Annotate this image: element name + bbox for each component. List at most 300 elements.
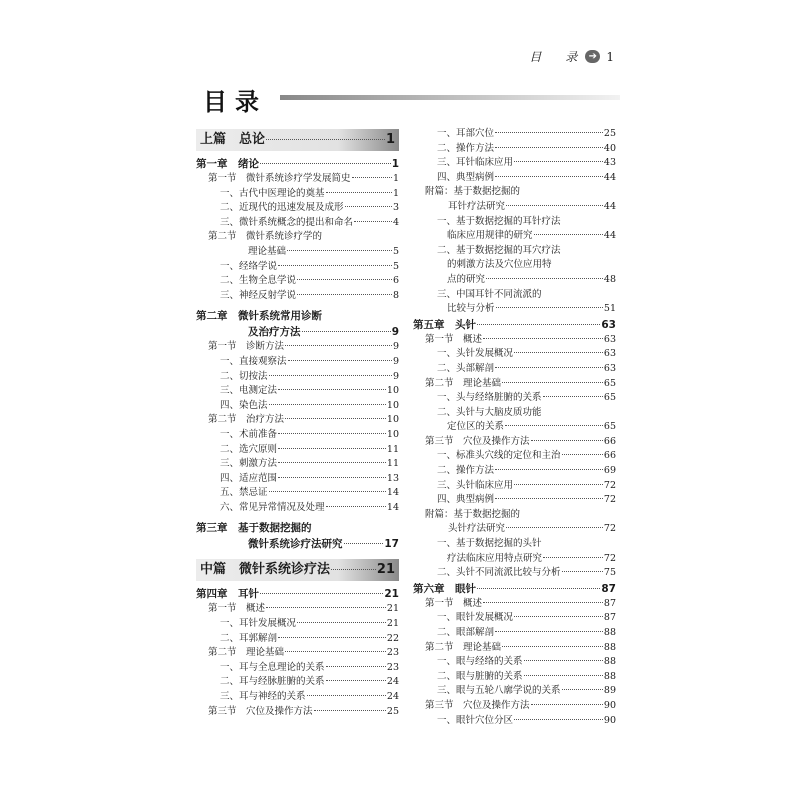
toc-entry-title: 疗法临床应用特点研究: [447, 552, 543, 564]
toc-entry-title: 一、眼与经络的关系: [437, 656, 523, 668]
toc-entry-item[interactable]: [413, 171, 616, 186]
toc-entry-item[interactable]: [196, 274, 399, 289]
dot-leader: [352, 177, 392, 178]
toc-entry-page: 24: [386, 691, 399, 703]
toc-entry-page: 21: [386, 603, 399, 615]
toc-entry-page: 66: [603, 450, 616, 462]
toc-entry-title: 第一节 微针系统诊疗学发展简史: [208, 173, 351, 184]
toc-entry-page: 43: [603, 157, 616, 169]
toc-entry-chapter[interactable]: [196, 156, 399, 172]
toc-entry-title: 二、操作方法: [437, 142, 495, 154]
toc-entry-title: 第二节 理论基础: [425, 641, 502, 653]
dot-leader: [495, 147, 603, 148]
dot-leader: [477, 324, 600, 325]
dot-leader: [543, 557, 603, 558]
toc-entry-title: 二、选穴原则: [220, 443, 278, 455]
toc-entry-chapter[interactable]: [413, 581, 616, 597]
toc-entry-item[interactable]: [413, 449, 616, 464]
toc-entry-item[interactable]: [413, 537, 616, 552]
dot-leader: [285, 418, 386, 419]
toc-entry-title: 中篇 微针系统诊疗法: [200, 562, 331, 578]
toc-entry-page: 21: [384, 588, 399, 601]
dot-leader: [278, 433, 386, 434]
toc-entry-page: 1: [392, 187, 399, 199]
toc-entry-page: 9: [391, 326, 399, 339]
toc-entry-section[interactable]: [196, 602, 399, 617]
toc-entry-title: 四、典型病例: [437, 494, 495, 506]
toc-entry-title: 二、眼与脏腑的关系: [437, 670, 523, 682]
toc-entry-item[interactable]: [413, 347, 616, 362]
toc-entry-title: 二、头针不同流派比较与分析: [437, 567, 561, 579]
toc-entry-page: 3: [392, 202, 399, 214]
toc-entry-title: 第二章 微针系统常用诊断: [196, 310, 322, 323]
toc-entry-title: 一、古代中医理论的奠基: [220, 187, 325, 199]
dot-leader: [506, 205, 603, 206]
dot-leader: [495, 132, 603, 133]
toc-entry-item[interactable]: [413, 156, 616, 171]
toc-entry-title: 一、头针发展概况: [437, 348, 514, 360]
dot-leader: [260, 163, 391, 164]
dot-leader: [495, 469, 603, 470]
toc-entry-title: 一、耳针发展概况: [220, 618, 297, 630]
toc-entry-item[interactable]: [413, 626, 616, 641]
dot-leader: [278, 462, 386, 463]
dot-leader: [269, 491, 386, 492]
toc-entry-page: 22: [386, 632, 399, 644]
toc-entry-title: 一、标准头穴线的定位和主治: [437, 450, 561, 462]
toc-entry-title: 三、微针系统概念的提出和命名: [220, 216, 354, 228]
toc-entry-item[interactable]: [196, 617, 399, 632]
dot-leader: [278, 637, 386, 638]
toc-entry-page: 88: [603, 627, 616, 638]
toc-entry-page: 8: [392, 289, 399, 301]
toc-entry-title: 比较与分析: [447, 303, 495, 315]
page-number: 1: [606, 49, 614, 64]
toc-entry-title: 一、基于数据挖掘的头针: [437, 538, 542, 550]
toc-entry-page: 9: [392, 341, 399, 353]
toc-entry-item[interactable]: [413, 714, 616, 729]
dot-leader: [562, 454, 603, 455]
toc-entry-page: 25: [386, 705, 399, 717]
dot-leader: [562, 571, 603, 572]
toc-entry-title: 第二节 微针系统诊疗学的: [208, 231, 323, 243]
toc-entry-page: 11: [386, 458, 399, 470]
dot-leader: [495, 631, 603, 632]
toc-entry-section[interactable]: [196, 646, 399, 661]
toc-entry-page: 25: [603, 128, 616, 139]
toc-entry-page: 9: [392, 355, 399, 367]
arrow-right-icon: ➔: [585, 50, 600, 63]
toc-entry-title: 第二节 治疗方法: [208, 414, 285, 426]
dot-leader: [297, 622, 386, 623]
toc-entry-page: 90: [603, 714, 616, 726]
dot-leader: [483, 338, 603, 339]
dot-leader: [266, 139, 385, 140]
toc-entry-item[interactable]: [413, 244, 616, 259]
toc-entry-title: 点的研究: [447, 273, 486, 285]
toc-entry-title: 及治疗方法: [248, 326, 301, 339]
toc-entry-title: 三、耳针临床应用: [437, 157, 514, 169]
toc-entry-item[interactable]: [413, 493, 616, 508]
toc-entry-section[interactable]: [196, 230, 399, 245]
dot-leader: [314, 710, 386, 711]
toc-entry-title: 六、常见异常情况及处理: [220, 501, 325, 513]
toc-entry-item[interactable]: [196, 443, 399, 458]
dot-leader: [307, 695, 386, 696]
dot-leader: [287, 250, 392, 251]
toc-entry-title: 二、耳与经脉脏腑的关系: [220, 676, 325, 688]
toc-entry-page: 1: [392, 173, 399, 184]
toc-entry-title: 附篇：基于数据挖掘的: [425, 186, 521, 198]
toc-entry-item[interactable]: [196, 457, 399, 472]
toc-entry-title: 第三节 穴位及操作方法: [425, 435, 530, 447]
toc-entry-title: 四、适应范围: [220, 472, 278, 484]
toc-entry-item[interactable]: [196, 428, 399, 443]
toc-entry-page: 88: [603, 656, 616, 668]
dot-leader: [331, 569, 376, 570]
toc-entry-page: 65: [603, 421, 616, 433]
toc-entry-page: 88: [603, 641, 616, 653]
toc-entry-page: 72: [603, 479, 616, 491]
toc-entry-title: 四、典型病例: [437, 171, 495, 183]
dot-leader: [524, 660, 603, 661]
toc-entry-cont-item[interactable]: [413, 273, 616, 288]
dot-leader: [297, 294, 392, 295]
toc-entry-chapter[interactable]: [196, 520, 399, 536]
toc-entry-page: 90: [603, 699, 616, 711]
toc-entry-title: 第一节 概述: [425, 597, 483, 609]
dot-leader: [495, 176, 603, 177]
toc-entry-page: 89: [603, 685, 616, 697]
toc-entry-item[interactable]: [196, 355, 399, 370]
toc-entry-page: 72: [603, 523, 616, 535]
toc-entry-chapter[interactable]: [196, 308, 399, 324]
toc-entry-title: 一、术前准备: [220, 428, 278, 440]
toc-entry-item[interactable]: [413, 391, 616, 406]
toc-entry-title: 定位区的关系: [447, 421, 505, 433]
toc-entry-title: 一、耳部穴位: [437, 128, 495, 139]
toc-entry-page: 63: [603, 333, 616, 345]
toc-entry-title: 二、操作方法: [437, 465, 495, 477]
toc-entry-item[interactable]: [196, 289, 399, 304]
toc-entry-title: 第一章 绪论: [196, 158, 259, 170]
toc-entry-title: 的刺激方法及穴位应用特: [447, 259, 552, 271]
toc-entry-title: 第四章 耳针: [196, 588, 259, 601]
toc-entry-section[interactable]: [196, 172, 399, 187]
toc-entry-page: 10: [386, 428, 399, 440]
dot-leader: [477, 588, 600, 589]
toc-entry-page: 10: [386, 385, 399, 397]
dot-leader: [506, 527, 603, 528]
toc-entry-title: 一、直接观察法: [220, 355, 287, 367]
toc-entry-title: 三、中国耳针不同流派的: [437, 288, 542, 300]
dot-leader: [326, 192, 392, 193]
toc-entry-section[interactable]: [413, 641, 616, 656]
toc-entry-section[interactable]: [413, 435, 616, 450]
toc-entry-item[interactable]: [196, 501, 399, 516]
dot-leader: [297, 279, 392, 280]
toc-entry-page: 44: [603, 230, 616, 242]
toc-entry-page: 24: [386, 676, 399, 688]
toc-entry-appcont[interactable]: [413, 522, 616, 537]
dot-leader: [486, 278, 603, 279]
toc-entry-title: 第三节 穴位及操作方法: [208, 705, 313, 717]
toc-entry-section[interactable]: [196, 340, 399, 355]
toc-entry-item[interactable]: [196, 486, 399, 501]
toc-entry-cont[interactable]: [196, 245, 399, 260]
toc-entry-item[interactable]: [413, 479, 616, 494]
toc-entry-title: 二、耳郭解剖: [220, 632, 278, 644]
toc-entry-cont-item[interactable]: [413, 420, 616, 435]
toc-entry-page: 63: [603, 362, 616, 374]
toc-entry-title: 理论基础: [248, 245, 287, 257]
running-header: [529, 48, 614, 65]
toc-entry-section[interactable]: [413, 377, 616, 392]
toc-entry-item[interactable]: [413, 362, 616, 377]
toc-entry-chapter-cont[interactable]: [196, 536, 399, 552]
dot-leader: [534, 234, 603, 235]
toc-entry-page: 17: [384, 538, 399, 551]
toc-entry-title: 二、生物全息学说: [220, 275, 297, 287]
toc-entry-cont-item[interactable]: [413, 552, 616, 567]
dot-leader: [531, 440, 603, 441]
dot-leader: [543, 396, 603, 397]
dot-leader: [302, 331, 391, 332]
toc-entry-item[interactable]: [413, 670, 616, 685]
toc-entry-title: 三、眼与五轮八廓学说的关系: [437, 685, 561, 697]
toc-entry-page: 44: [603, 200, 616, 212]
toc-entry-page: 11: [386, 443, 399, 455]
toc-entry-page: 72: [603, 494, 616, 506]
dot-leader: [495, 498, 603, 499]
spacer: [196, 552, 399, 557]
toc-entry-chapter[interactable]: [196, 586, 399, 602]
toc-entry-item[interactable]: [196, 370, 399, 385]
dot-leader: [266, 607, 386, 608]
toc-entry-page: 65: [603, 377, 616, 389]
dot-leader: [524, 675, 603, 676]
toc-entry-page: 5: [392, 245, 399, 257]
dot-leader: [278, 265, 392, 266]
toc-entry-page: 10: [386, 399, 399, 411]
toc-entry-title: 一、耳与全息理论的关系: [220, 661, 325, 673]
toc-entry-item[interactable]: [413, 127, 616, 142]
dot-leader: [345, 206, 392, 207]
toc-entry-title: 上篇 总论: [200, 132, 266, 147]
toc-entry-page: 23: [386, 647, 399, 659]
toc-entry-page: 13: [386, 472, 399, 484]
dot-leader: [278, 389, 386, 390]
toc-entry-title: 一、眼针发展概况: [437, 612, 514, 624]
toc-entry-title: 第五章 头针: [413, 318, 476, 331]
toc-entry-title: 微针系统诊疗法研究: [248, 538, 343, 551]
toc-entry-title: 一、头与经络脏腑的关系: [437, 392, 542, 404]
toc-entry-item[interactable]: [413, 684, 616, 699]
toc-entry-title: 三、头针临床应用: [437, 479, 514, 491]
toc-entry-page: 4: [392, 216, 399, 228]
toc-entry-title: 第二节 理论基础: [425, 377, 502, 389]
dot-leader: [344, 543, 384, 544]
toc-entry-page: 10: [386, 414, 399, 426]
toc-entry-title: 二、头针与大脑皮质功能: [437, 406, 542, 418]
toc-column-right: [413, 127, 616, 728]
toc-entry-section[interactable]: [413, 597, 616, 612]
toc-entry-page: 6: [392, 275, 399, 287]
dot-leader: [269, 404, 386, 405]
toc-entry-title: 二、近现代的迅速发展及成形: [220, 202, 344, 214]
toc-entry-title: 三、刺激方法: [220, 458, 278, 470]
toc-entry-title: 第一节 概述: [208, 603, 266, 615]
toc-entry-title: 二、眼部解剖: [437, 627, 495, 638]
toc-entry-page: 21: [376, 562, 395, 578]
toc-entry-page: 14: [386, 487, 399, 499]
dot-leader: [505, 425, 603, 426]
toc-entry-page: 87: [603, 597, 616, 609]
toc-entry-page: 5: [392, 260, 399, 272]
toc-entry-item[interactable]: [413, 611, 616, 626]
dot-leader: [562, 689, 603, 690]
toc-entry-title: 第三章 基于数据挖掘的: [196, 522, 312, 535]
toc-entry-part[interactable]: [196, 559, 399, 581]
toc-entry-page: 48: [603, 273, 616, 285]
toc-entry-item[interactable]: [196, 216, 399, 231]
toc-entry-title: 三、电测定法: [220, 385, 278, 397]
toc-entry-title: 三、耳与神经的关系: [220, 691, 306, 703]
toc-entry-item[interactable]: [196, 690, 399, 705]
toc-entry-cont-item[interactable]: [413, 229, 616, 244]
toc-entry-title: 三、神经反射学说: [220, 289, 297, 301]
dot-leader: [514, 719, 603, 720]
page-title-block: [203, 82, 267, 117]
toc-entry-page: 51: [603, 303, 616, 315]
dot-leader: [285, 651, 386, 652]
toc-entry-title: 第一节 诊断方法: [208, 341, 285, 353]
toc-entry-section[interactable]: [413, 333, 616, 348]
toc-entry-chapter[interactable]: [413, 317, 616, 333]
toc-entry-page: 87: [603, 612, 616, 624]
toc-entry-item[interactable]: [196, 187, 399, 202]
toc-entry-page: 9: [392, 370, 399, 382]
toc-entry-item[interactable]: [196, 472, 399, 487]
toc-entry-page: 23: [386, 661, 399, 673]
toc-entry-item[interactable]: [196, 661, 399, 676]
dot-leader: [269, 375, 392, 376]
title-rule: [280, 95, 620, 100]
dot-leader: [278, 448, 386, 449]
toc-entry-item[interactable]: [413, 566, 616, 581]
toc-entry-title: 一、基于数据挖掘的耳针疗法: [437, 215, 561, 227]
toc-column-left: [196, 127, 399, 719]
toc-entry-title: 第六章 眼针: [413, 582, 476, 595]
toc-entry-item[interactable]: [413, 464, 616, 479]
toc-entry-item[interactable]: [413, 215, 616, 230]
toc-entry-page: 75: [603, 567, 616, 579]
page-title: 目录: [203, 88, 267, 116]
running-header-text: 目 录: [529, 50, 584, 64]
dot-leader: [354, 221, 392, 222]
dot-leader: [278, 477, 386, 478]
toc-entry-item[interactable]: [413, 288, 616, 303]
toc-entry-item[interactable]: [196, 399, 399, 414]
toc-entry-title: 一、眼针穴位分区: [437, 714, 514, 726]
toc-entry-chapter-cont[interactable]: [196, 324, 399, 340]
dot-leader: [514, 616, 603, 617]
toc-entry-page: 69: [603, 465, 616, 477]
dot-leader: [483, 602, 603, 603]
dot-leader: [285, 345, 392, 346]
toc-entry-appendix[interactable]: [413, 508, 616, 523]
toc-entry-item[interactable]: [413, 142, 616, 157]
toc-entry-title: 第一节 概述: [425, 333, 483, 345]
toc-entry-title: 二、头部解剖: [437, 362, 495, 374]
toc-entry-title: 耳针疗法研究: [448, 200, 506, 212]
toc-entry-item[interactable]: [196, 675, 399, 690]
dot-leader: [495, 367, 603, 368]
dot-leader: [514, 484, 603, 485]
toc-entry-page: 44: [603, 171, 616, 183]
toc-entry-page: 1: [385, 132, 395, 147]
toc-entry-page: 63: [601, 318, 616, 331]
dot-leader: [326, 680, 386, 681]
dot-leader: [326, 666, 386, 667]
dot-leader: [326, 506, 386, 507]
toc-entry-title: 临床应用规律的研究: [447, 230, 533, 242]
toc-entry-page: 14: [386, 501, 399, 513]
toc-entry-page: 1: [391, 158, 399, 170]
toc-entry-item[interactable]: [196, 260, 399, 275]
toc-entry-title: 二、基于数据挖掘的耳穴疗法: [437, 244, 561, 256]
dot-leader: [514, 352, 603, 353]
dot-leader: [288, 360, 392, 361]
toc-entry-cont-item[interactable]: [413, 302, 616, 317]
toc-entry-title: 头针疗法研究: [448, 523, 506, 535]
toc-entry-section[interactable]: [196, 413, 399, 428]
dot-leader: [260, 593, 383, 594]
toc-entry-page: 88: [603, 670, 616, 682]
dot-leader: [502, 382, 603, 383]
toc-entry-page: 65: [603, 392, 616, 404]
dot-leader: [514, 161, 603, 162]
toc-entry-item[interactable]: [196, 632, 399, 647]
toc-entry-page: 21: [386, 618, 399, 630]
toc-entry-title: 五、禁忌证: [220, 487, 268, 499]
toc-entry-title: 附篇：基于数据挖掘的: [425, 508, 521, 520]
toc-entry-title: 二、切按法: [220, 370, 268, 382]
toc-entry-page: 72: [603, 552, 616, 564]
toc-entry-appendix[interactable]: [413, 185, 616, 200]
toc-entry-page: 87: [601, 582, 616, 595]
toc-entry-title: 一、经络学说: [220, 260, 278, 272]
toc-entry-page: 66: [603, 435, 616, 447]
dot-leader: [531, 704, 603, 705]
toc-entry-item[interactable]: [196, 201, 399, 216]
toc-entry-page: 63: [603, 348, 616, 360]
toc-entry-title: 四、染色法: [220, 399, 268, 411]
toc-entry-title: 第三节 穴位及操作方法: [425, 699, 530, 711]
toc-entry-part[interactable]: [196, 129, 399, 151]
toc-entry-cont-item[interactable]: [413, 258, 616, 273]
toc-entry-item[interactable]: [413, 406, 616, 421]
toc-entry-section[interactable]: [413, 699, 616, 714]
toc-entry-section[interactable]: [196, 705, 399, 720]
toc-entry-item[interactable]: [413, 655, 616, 670]
dot-leader: [496, 307, 603, 308]
toc-entry-title: 第二节 理论基础: [208, 647, 285, 659]
toc-entry-item[interactable]: [196, 384, 399, 399]
toc-entry-appcont[interactable]: [413, 200, 616, 215]
dot-leader: [502, 646, 603, 647]
toc-entry-page: 40: [603, 142, 616, 154]
